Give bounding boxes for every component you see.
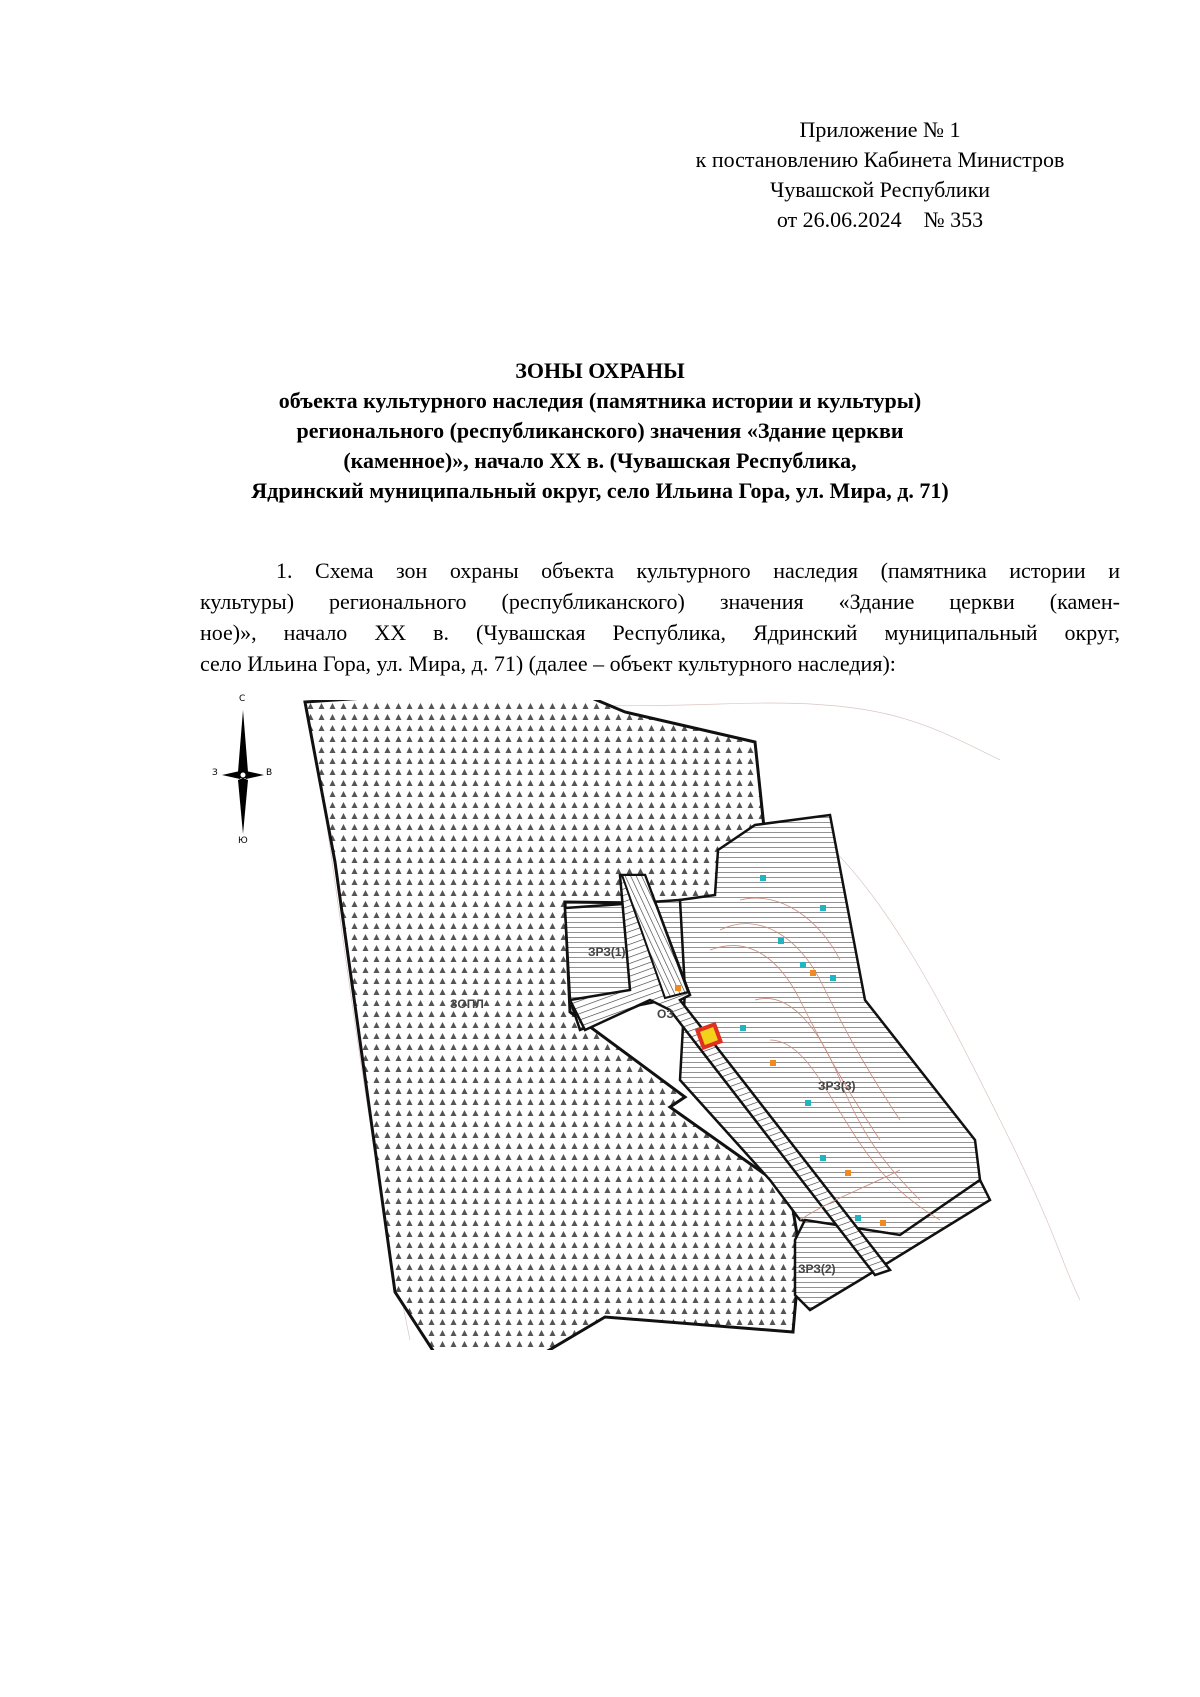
title-line-3: (каменное)», начало XX в. (Чувашская Республика,: [343, 448, 857, 473]
compass-south-label: Ю: [238, 836, 248, 846]
appendix-header: [600, 115, 1160, 235]
compass-rose: [208, 694, 278, 848]
document-title: [200, 356, 1000, 506]
title-heading: ЗОНЫ ОХРАНЫ: [515, 358, 685, 383]
label-zrz2: ЗРЗ(2): [798, 1262, 836, 1276]
compass-east-label: В: [266, 768, 273, 778]
label-zrz1: ЗРЗ(1): [588, 945, 626, 959]
zones-map: [300, 700, 1090, 1350]
scheme-paragraph: [200, 555, 1120, 679]
title-line-1: объекта культурного наследия (памятника истории и культуры): [278, 388, 922, 413]
label-zrz3: ЗРЗ(3): [818, 1079, 856, 1093]
appendix-number: Приложение № 1: [799, 117, 961, 142]
compass-north-label: С: [239, 694, 246, 704]
paragraph-line-2: культуры) регионального (республиканского) значения «Здание церкви (камен-: [200, 589, 1120, 614]
label-oz: ОЗ: [657, 1007, 674, 1021]
appendix-republic: Чувашской Республики: [769, 177, 991, 202]
title-line-2: регионального (республиканского) значения «Здание церкви: [296, 418, 904, 443]
paragraph-line-3: ное)», начало XX в. (Чувашская Республика, Ядринский муниципальный округ,: [200, 620, 1120, 645]
paragraph-line-4: село Ильина Гора, ул. Мира, д. 71) (далее – объект культурного наследия):: [200, 651, 896, 676]
appendix-date-number: от 26.06.2024 № 353: [776, 207, 984, 232]
paragraph-line-1: 1. Схема зон охраны объекта культурного наследия (памятника истории и: [276, 558, 1120, 583]
compass-west-label: З: [212, 768, 218, 778]
compass-arrow-icon: [208, 698, 278, 848]
appendix-resolution: к постановлению Кабинета Министров: [695, 147, 1065, 172]
label-zopl: ЗОПЛ: [450, 997, 484, 1011]
title-line-4: Ядринский муниципальный округ, село Ильина Гора, ул. Мира, д. 71): [251, 478, 949, 503]
